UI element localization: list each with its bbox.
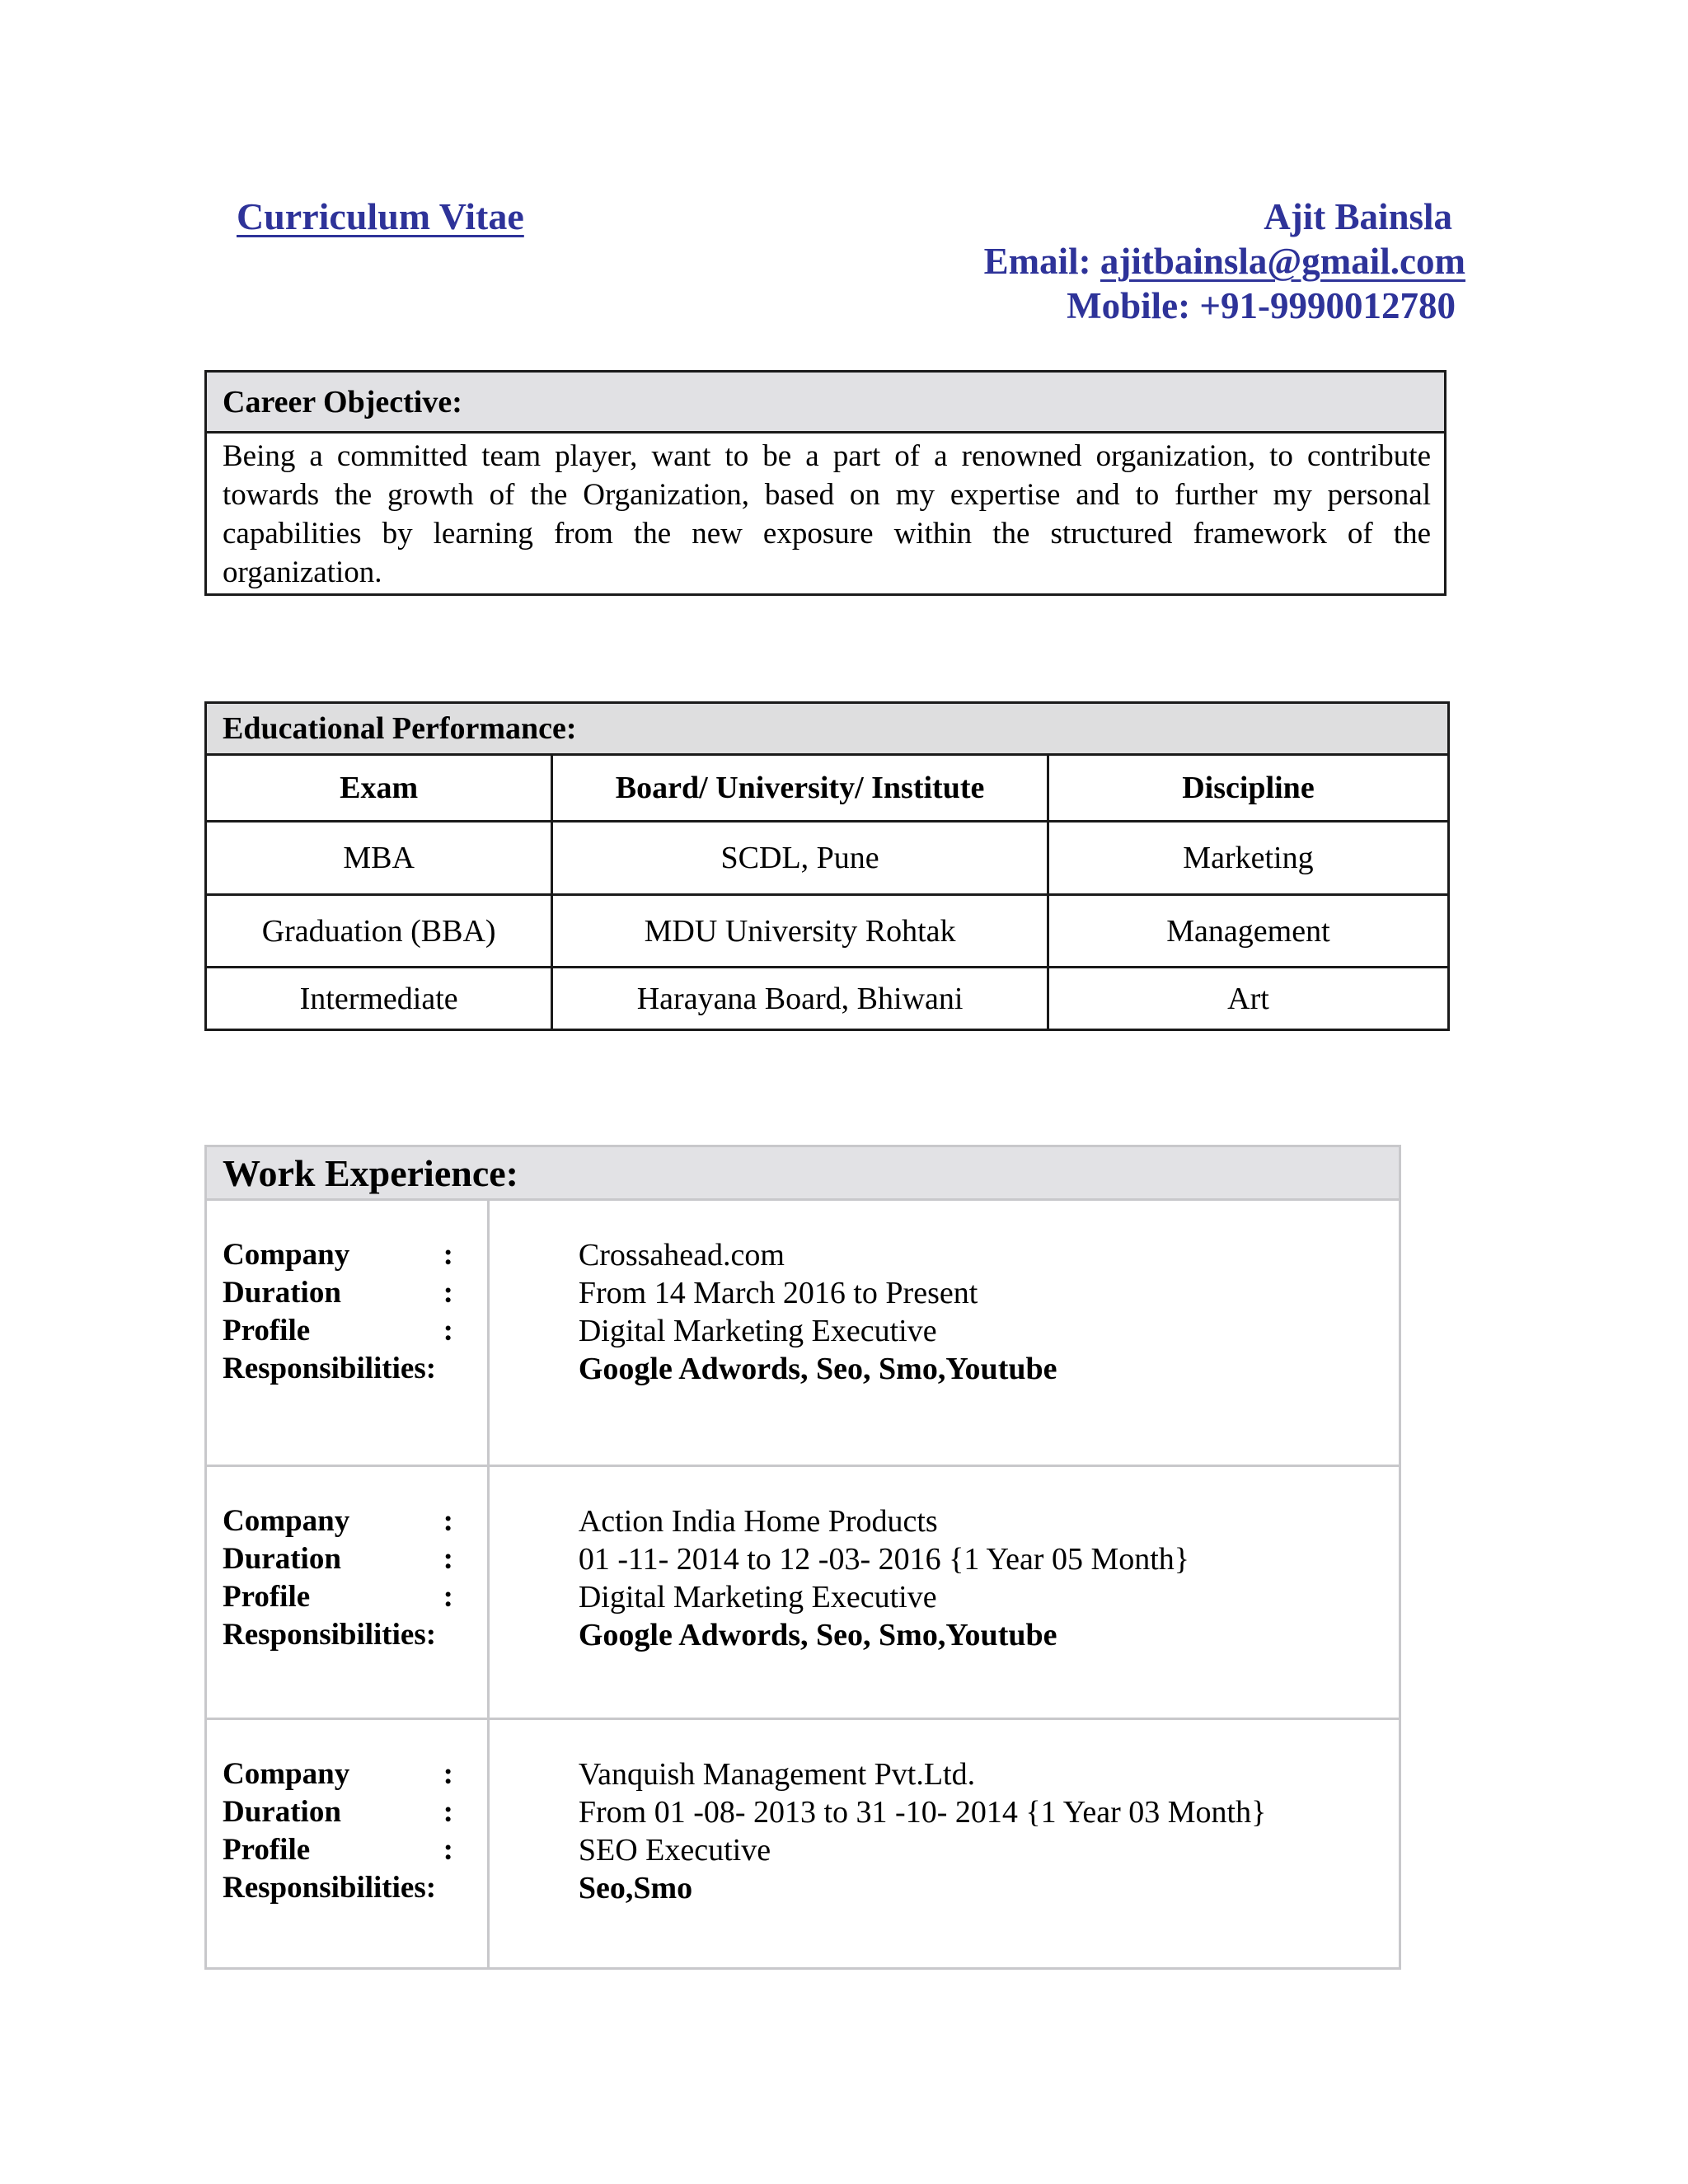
education-header-row	[206, 755, 1449, 822]
table-row	[206, 895, 1449, 968]
job-entry	[206, 1719, 1400, 1969]
job-labels	[206, 1200, 489, 1466]
document-title: Curriculum Vitae	[237, 195, 524, 237]
company-value: Action India Home Products	[578, 1504, 938, 1539]
company-label: Company	[223, 1238, 350, 1272]
contact-block	[984, 194, 1465, 328]
table-row	[206, 968, 1449, 1030]
candidate-name: Ajit Bainsla	[1264, 196, 1452, 237]
table-row	[206, 822, 1449, 895]
work-experience-heading: Work Experience:	[206, 1146, 1400, 1200]
exam-cell: Intermediate	[206, 968, 552, 1030]
profile-label: Profile	[223, 1580, 311, 1614]
discipline-cell: Art	[1048, 968, 1448, 1030]
exam-cell: MBA	[206, 822, 552, 895]
colon: :	[443, 1580, 453, 1614]
colon: :	[443, 1276, 453, 1310]
education-heading: Educational Performance:	[206, 703, 1449, 755]
profile-value: Digital Marketing Executive	[578, 1580, 937, 1615]
profile-value: Digital Marketing Executive	[578, 1314, 937, 1348]
profile-label: Profile	[223, 1314, 311, 1347]
colon: :	[443, 1757, 453, 1791]
responsibilities-label: Responsibilities:	[223, 1871, 437, 1905]
job-values	[488, 1466, 1400, 1719]
work-experience-table	[204, 1145, 1401, 1970]
colon: :	[443, 1833, 453, 1867]
discipline-cell: Marketing	[1048, 822, 1448, 895]
company-label: Company	[223, 1504, 350, 1538]
responsibilities-label: Responsibilities:	[223, 1352, 437, 1385]
job-labels	[206, 1466, 489, 1719]
profile-label: Profile	[223, 1833, 311, 1867]
email-link[interactable]: ajitbainsla@gmail.com	[1100, 241, 1465, 282]
colon: :	[443, 1795, 453, 1829]
duration-label: Duration	[223, 1276, 341, 1310]
career-objective-heading: Career Objective:	[207, 373, 1444, 434]
duration-label: Duration	[223, 1542, 341, 1576]
board-cell: SCDL, Pune	[552, 822, 1048, 895]
duration-value: 01 -11- 2014 to 12 -03- 2016 {1 Year 05 Month}	[578, 1542, 1190, 1577]
responsibilities-label: Responsibilities:	[223, 1618, 437, 1652]
column-header-exam: Exam	[206, 755, 552, 822]
company-label: Company	[223, 1757, 350, 1791]
colon: :	[443, 1238, 453, 1272]
job-labels	[206, 1719, 489, 1969]
profile-value: SEO Executive	[578, 1833, 771, 1868]
company-value: Vanquish Management Pvt.Ltd.	[578, 1757, 976, 1792]
colon: :	[443, 1504, 453, 1538]
email-label: Email:	[983, 241, 1091, 282]
education-table	[204, 701, 1450, 1031]
job-values	[488, 1719, 1400, 1969]
responsibilities-value: Google Adwords, Seo, Smo,Youtube	[578, 1352, 1057, 1386]
colon: :	[443, 1542, 453, 1576]
mobile-number: +91-9990012780	[1199, 285, 1456, 326]
column-header-board: Board/ University/ Institute	[552, 755, 1048, 822]
board-cell: Harayana Board, Bhiwani	[552, 968, 1048, 1030]
job-entry	[206, 1466, 1400, 1719]
responsibilities-value: Seo,Smo	[578, 1871, 693, 1905]
column-header-discipline: Discipline	[1048, 755, 1448, 822]
duration-value: From 01 -08- 2013 to 31 -10- 2014 {1 Year 03 Month}	[578, 1795, 1267, 1830]
job-entry	[206, 1200, 1400, 1466]
career-objective-text: Being a committed team player, want to be a part of a renowned organization, to contribute towards the growth of the Organization, based on my expertise and to further my personal capabilities by learning from the new exposure within the structured framework of the organization.	[223, 439, 1431, 589]
exam-cell: Graduation (BBA)	[206, 895, 552, 968]
mobile-label: Mobile:	[1067, 285, 1191, 326]
email-line	[984, 239, 1465, 284]
job-values	[488, 1200, 1400, 1466]
mobile-line	[984, 284, 1456, 328]
responsibilities-value: Google Adwords, Seo, Smo,Youtube	[578, 1618, 1057, 1652]
board-cell: MDU University Rohtak	[552, 895, 1048, 968]
discipline-cell: Management	[1048, 895, 1448, 968]
company-value: Crossahead.com	[578, 1238, 785, 1272]
colon: :	[443, 1314, 453, 1347]
duration-value: From 14 March 2016 to Present	[578, 1276, 978, 1310]
duration-label: Duration	[223, 1795, 341, 1829]
career-objective-section	[204, 370, 1447, 596]
